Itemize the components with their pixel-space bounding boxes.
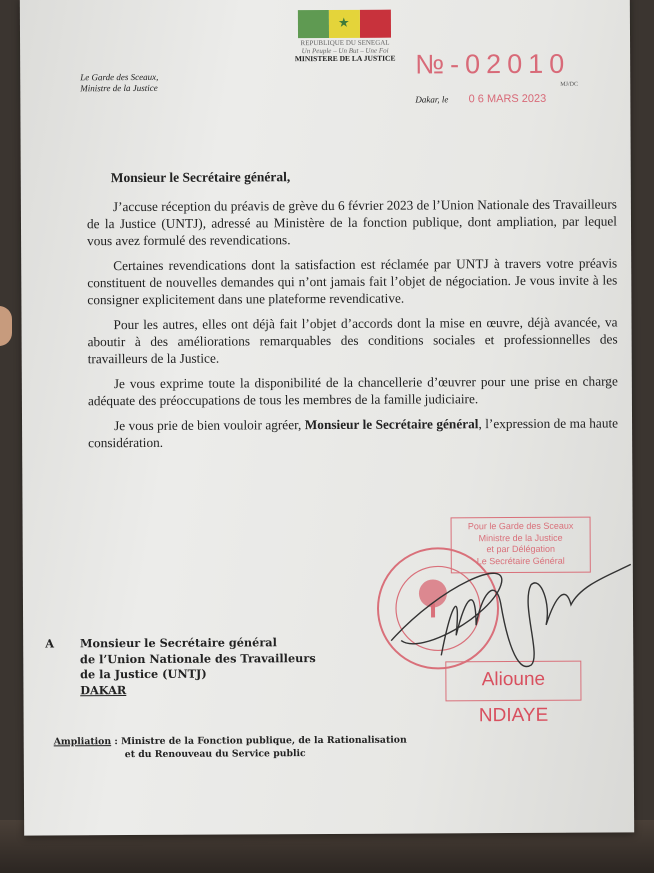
paragraph: J’accuse réception du préavis de grève du 6 février 2023 de l’Union Nationale des Travailleurs de la Justice (UNTJ), adressé au Ministère de la fonction publique, dont ampliation, par lequel vous avez formulé des revendications. <box>86 196 618 249</box>
letter-body <box>87 195 618 459</box>
signatory-name: Alioune NDIAYE <box>445 661 581 702</box>
ampliation <box>54 734 407 762</box>
stamp-line: Ministre de la Justice <box>478 532 563 543</box>
stamp-line: Pour le Garde des Sceaux <box>467 520 574 532</box>
reference-code: MJ/DC <box>560 81 578 88</box>
paragraph: Je vous exprime toute la disponibilité de la chancellerie d’œuvrer pour une prise en charge adéquate des préoccupations de tous les membres de la famille judiciaire. <box>87 373 618 409</box>
recipient-block <box>45 635 316 698</box>
finger <box>0 306 12 346</box>
recipient-prefix: A <box>45 636 54 651</box>
recipient-line: de la Justice (UNTJ) <box>80 666 207 682</box>
closing-text: Je vous prie de bien vouloir agréer, <box>114 417 305 434</box>
stamp-line: Le Secrétaire Général <box>476 555 565 566</box>
paragraph: Certaines revendications dont la satisfaction est réclamée par UNTJ à travers votre préavis constituent de nouvelles demandes qui n’ont jamais fait l’objet de négociation. Je vous invite à les consigner explicitement dans une plateforme revendicative. <box>87 255 618 308</box>
motto: Un Peuple – Un But – Une Foi <box>301 46 389 56</box>
sender-subtitle: Ministre de la Justice <box>80 82 158 94</box>
letterhead <box>260 38 430 63</box>
closing-text-end: , l’expression de ma haute considération. <box>88 415 619 451</box>
recipient-line: Monsieur le Secrétaire général <box>79 635 277 651</box>
date-label: Dakar, le <box>415 94 449 105</box>
ampliation-label: Ampliation <box>53 736 112 748</box>
date-stamp: 0 6 MARS 2023 <box>468 92 547 106</box>
ampliation-line: et du Renouveau du Service public <box>124 748 306 761</box>
country-name: REPUBLIQUE DU SENEGAL <box>300 38 390 48</box>
ministry-name: MINISTERE DE LA JUSTICE <box>294 53 396 64</box>
stamp-line: et par Délégation <box>486 543 555 555</box>
paragraph: Pour les autres, elles ont déjà fait l’objet d’accords dont la mise en œuvre, déjà avancée, va aboutir à des améliorations remarquables des conditions sociales et professionnelles des travailleurs de la Justice. <box>87 314 618 367</box>
ampliation-line: : Ministre de la Fonction publique, de la Rationalisation <box>111 734 407 748</box>
senegal-flag-icon: ★ <box>298 10 391 38</box>
closing <box>88 414 618 451</box>
sender-title: Le Garde des Sceaux, <box>80 71 159 83</box>
handwritten-signature <box>381 544 642 685</box>
sender <box>80 72 158 94</box>
letter-page <box>20 0 634 836</box>
recipient-city: DAKAR <box>80 682 127 697</box>
closing-bold: Monsieur le Secrétaire général <box>304 416 479 433</box>
salutation: Monsieur le Secrétaire général, <box>110 169 291 186</box>
date-line <box>415 93 546 106</box>
reference-number: №-02010 <box>415 48 571 80</box>
recipient-line: de l’Union Nationale des Travailleurs <box>80 650 316 666</box>
